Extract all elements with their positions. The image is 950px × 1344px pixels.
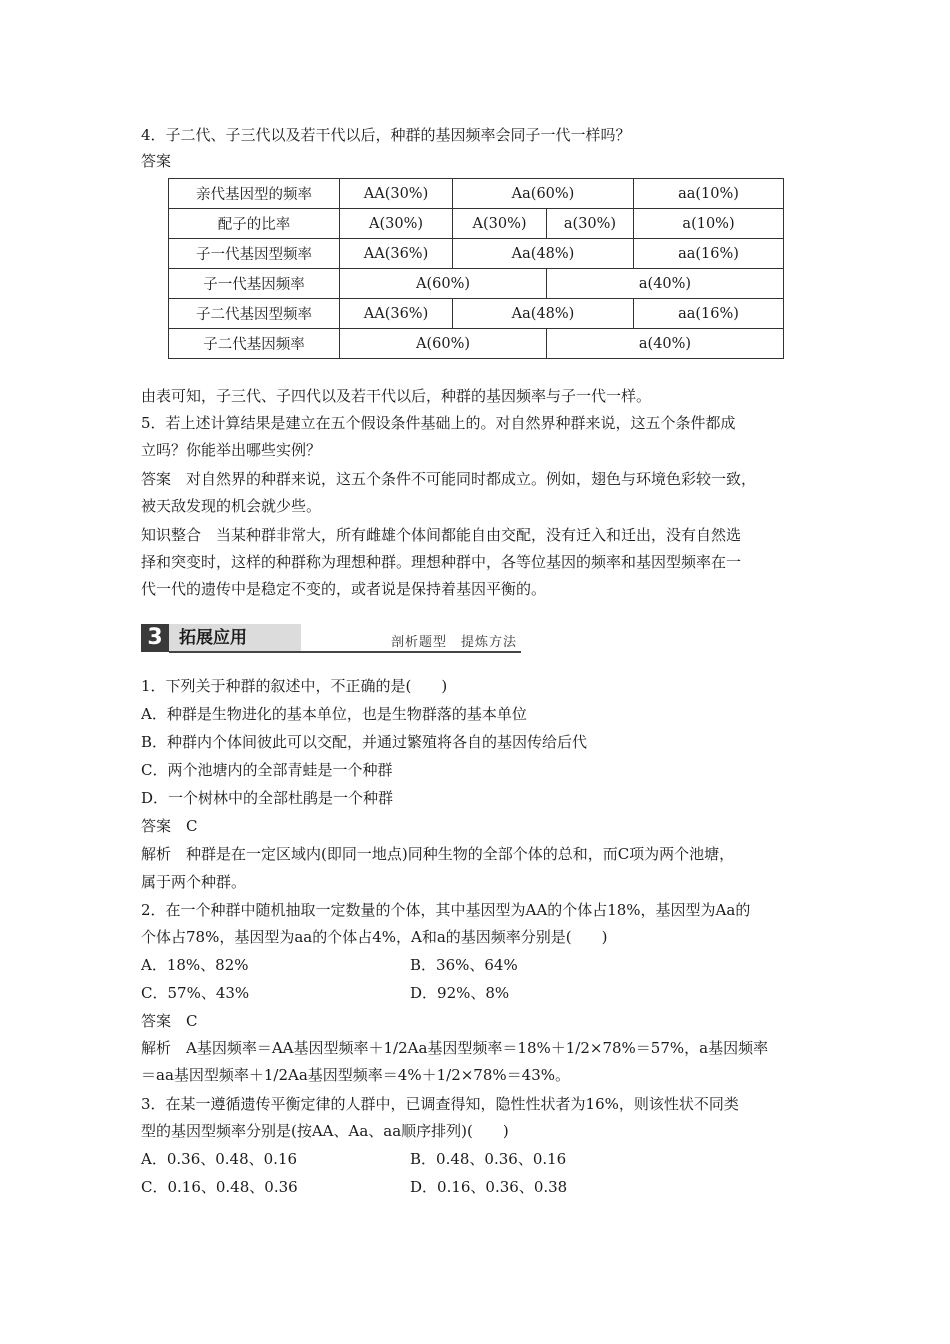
table-cell: A(30%) [453,209,547,239]
exercise-1-option-c: C．两个池塘内的全部青蛙是一个种群 [141,761,393,779]
table-cell: A(60%) [340,269,547,299]
section-rule [169,651,521,653]
exercise-2-explanation-1: 解析 A基因频率＝AA基因型频率＋1/2Aa基因型频率＝18%＋1/2×78%＝57%，a基因频率 [141,1039,769,1057]
exercise-1-option-b: B．种群内个体间彼此可以交配，并通过繁殖将各自的基因传给后代 [141,733,588,751]
exercise-1-question: 1．下列关于种群的叙述中，不正确的是( ) [141,677,448,695]
question-5-line-2: 立吗？你能举出哪些实例？ [141,441,322,459]
table-cell: aa(16%) [634,299,784,329]
table-cell: 亲代基因型的频率 [169,179,340,209]
exercise-3-option-c: C．0.16、0.48、0.36 [141,1178,298,1196]
answer-5-line-1: 答案 对自然界的种群来说，这五个条件不可能同时都成立。例如，翅色与环境色彩较一致， [141,470,757,488]
exercise-2-explanation-2: ＝aa基因型频率＋1/2Aa基因型频率＝4%＋1/2×78%＝43%。 [141,1066,570,1084]
table-cell: 子一代基因频率 [169,269,340,299]
exercise-1-answer: 答案 C [141,817,198,835]
table-cell: 子二代基因型频率 [169,299,340,329]
exercise-2-option-a: A．18%、82% [141,956,249,974]
table-cell: 配子的比率 [169,209,340,239]
answer-5-line-2: 被天敌发现的机会就少些。 [141,497,322,515]
exercise-3-option-b: B．0.48、0.36、0.16 [410,1150,567,1168]
section-title: 拓展应用 [169,624,301,652]
exercise-2-question-1: 2．在一个种群中随机抽取一定数量的个体，其中基因型为AA的个体占18%，基因型为Aa的 [141,901,751,919]
question-5-line-1: 5．若上述计算结果是建立在五个假设条件基础上的。对自然界种群来说，这五个条件都成 [141,414,736,432]
table-cell: 子二代基因频率 [169,329,340,359]
table-row [169,209,784,239]
table-row [169,299,784,329]
table-cell: a(10%) [634,209,784,239]
exercise-1-explanation-1: 解析 种群是在一定区域内(即同一地点)同种生物的全部个体的总和，而C项为两个池塘， [141,845,735,863]
gene-frequency-table [168,178,784,359]
conclusion-text: 由表可知，子三代、子四代以及若干代以后，种群的基因频率与子一代一样。 [141,387,652,405]
table-row [169,329,784,359]
table-cell: a(30%) [547,209,634,239]
table-cell: a(40%) [547,269,784,299]
table-cell: AA(36%) [340,239,453,269]
answer-label: 答案 [141,152,172,170]
exercise-2-answer: 答案 C [141,1012,198,1030]
exercise-1-option-a: A．种群是生物进化的基本单位，也是生物群落的基本单位 [141,705,527,723]
knowledge-line-2: 择和突变时，这样的种群称为理想种群。理想种群中，各等位基因的频率和基因型频率在一 [141,553,742,571]
table-cell: aa(10%) [634,179,784,209]
exercise-3-option-a: A．0.36、0.48、0.16 [141,1150,298,1168]
section-number: 3 [141,624,169,652]
table-cell: A(30%) [340,209,453,239]
question-4: 4．子二代、子三代以及若干代以后，种群的基因频率会同子一代一样吗？ [141,126,631,144]
exercise-1-explanation-2: 属于两个种群。 [141,873,247,891]
table-cell: AA(36%) [340,299,453,329]
exercise-3-option-d: D．0.16、0.36、0.38 [410,1178,568,1196]
table-cell: Aa(48%) [453,299,634,329]
section-banner [141,624,521,654]
table-cell: AA(30%) [340,179,453,209]
table-row [169,239,784,269]
table-cell: Aa(60%) [453,179,634,209]
exercise-3-question-2: 型的基因型频率分别是(按AA、Aa、aa顺序排列)( ) [141,1122,509,1140]
exercise-2-option-b: B．36%、64% [410,956,518,974]
table-cell: 子一代基因型频率 [169,239,340,269]
exercise-2-question-2: 个体占78%，基因型为aa的个体占4%，A和a的基因频率分别是( ) [141,928,608,946]
knowledge-line-3: 代一代的遗传中是稳定不变的，或者说是保持着基因平衡的。 [141,580,547,598]
exercise-2-option-d: D．92%、8% [410,984,510,1002]
table-cell: a(40%) [547,329,784,359]
exercise-2-option-c: C．57%、43% [141,984,250,1002]
exercise-3-question-1: 3．在某一遵循遗传平衡定律的人群中，已调查得知，隐性性状者为16%，则该性状不同类 [141,1095,739,1113]
table-row [169,179,784,209]
section-subtitle: 剖析题型 提炼方法 [391,635,518,650]
exercise-1-option-d: D．一个树林中的全部杜鹃是一个种群 [141,789,394,807]
table-cell: A(60%) [340,329,547,359]
table-row [169,269,784,299]
table-cell: aa(16%) [634,239,784,269]
table-cell: Aa(48%) [453,239,634,269]
knowledge-line-1: 知识整合 当某种群非常大，所有雌雄个体间都能自由交配，没有迁入和迁出，没有自然选 [141,526,742,544]
